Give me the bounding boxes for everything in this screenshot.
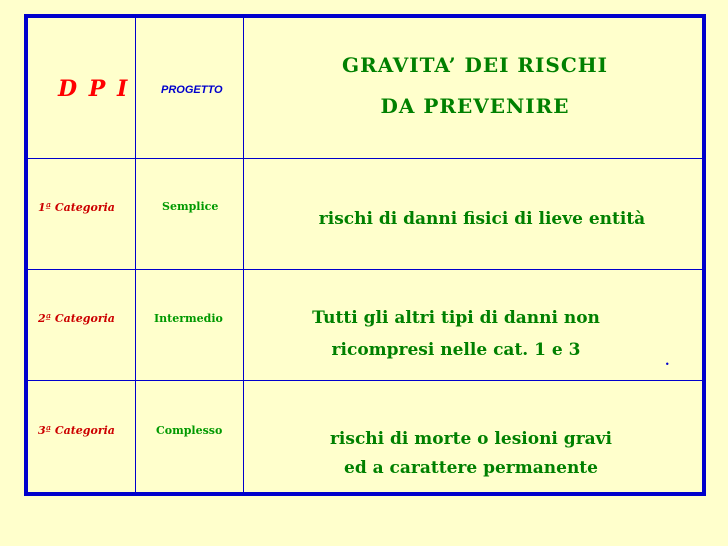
- level-label-3: Complesso: [156, 424, 223, 437]
- level-label-2: Intermedio: [154, 312, 223, 325]
- gravita-heading-line2: DA PREVENIRE: [380, 94, 570, 118]
- risk-table: [25, 15, 705, 495]
- column-divider: [243, 18, 244, 492]
- risk-text-3-line1: rischi di morte o lesioni gravi: [329, 429, 613, 449]
- gravita-heading-line1: GRAVITA’ DEI RISCHI: [342, 53, 608, 77]
- risk-text-2-line2: ricompresi nelle cat. 1 e 3: [331, 340, 581, 360]
- progetto-heading: PROGETTO: [161, 84, 223, 96]
- risk-text-2-line1: Tutti gli altri tipi di danni non: [312, 308, 600, 328]
- category-label-3: 3ª Categoria: [38, 424, 115, 437]
- column-divider: [135, 18, 136, 492]
- category-label-1: 1ª Categoria: [38, 201, 115, 214]
- marker-dot: .: [665, 354, 670, 369]
- row-divider: [28, 380, 702, 381]
- row-divider: [28, 269, 702, 270]
- level-label-1: Semplice: [162, 200, 219, 213]
- category-label-2: 2ª Categoria: [38, 312, 115, 325]
- row-divider: [28, 158, 702, 159]
- risk-text-3-line2: ed a carattere permanente: [344, 458, 598, 478]
- risk-text-1: rischi di danni fisici di lieve entità: [318, 209, 646, 229]
- dpi-heading: D P I: [58, 76, 130, 102]
